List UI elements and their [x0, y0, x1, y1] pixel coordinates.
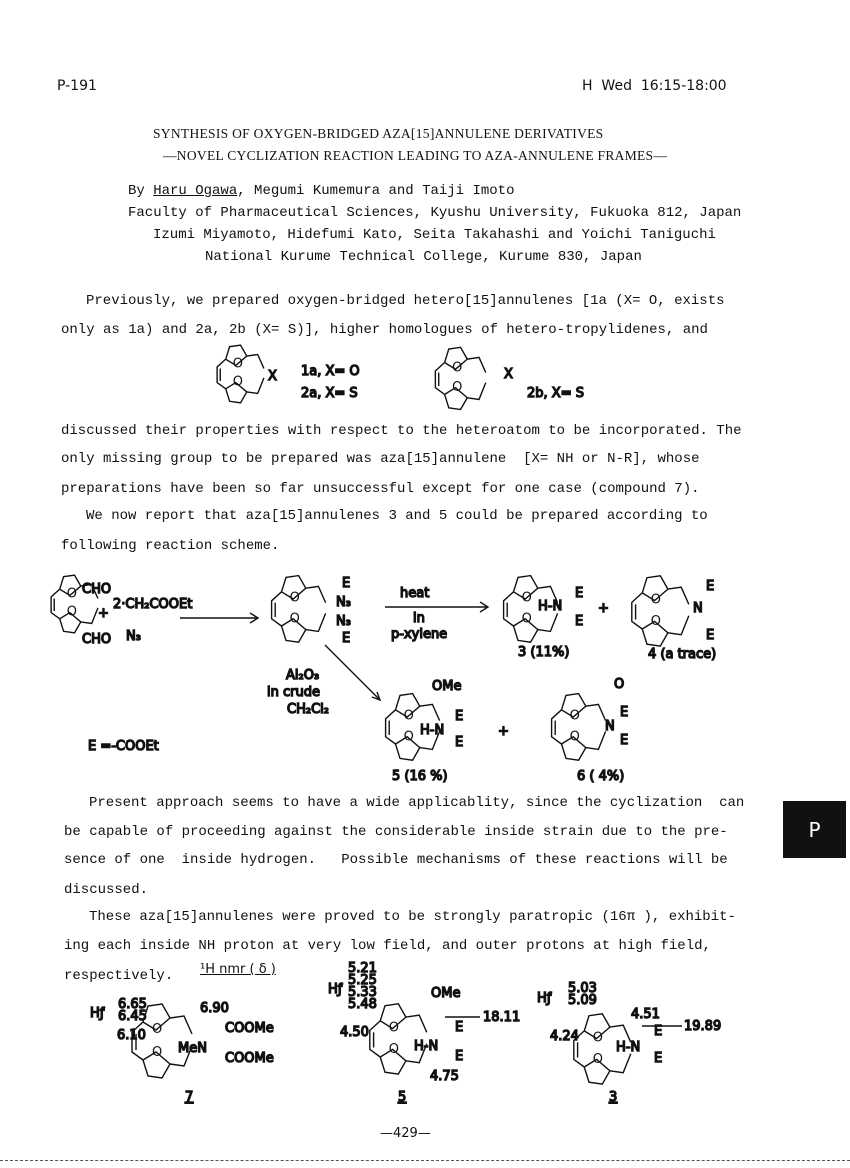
- ester-definition: E =-COOEt: [88, 739, 159, 754]
- reaction-arrow: [325, 645, 380, 700]
- reagent-alumina: Al₂O₃: [286, 668, 320, 683]
- condition-dcm: CH₂Cl₂: [287, 702, 329, 717]
- plus-sign: +: [498, 724, 509, 739]
- ome-label: OMe: [431, 986, 461, 1001]
- title-line-2: —NOVEL CYCLIZATION REACTION LEADING TO AZA-ANNULENE FRAMES—: [163, 148, 668, 163]
- ester-e: E: [706, 628, 715, 643]
- body-line: preparations have been so far unsuccessful except for one case (compound 7).: [61, 481, 700, 497]
- label-2b: 2b, X= S: [527, 386, 584, 401]
- poster-code: P-191: [57, 78, 97, 94]
- oxygen-atom: O: [388, 1020, 400, 1036]
- nh-label: H-N: [538, 599, 563, 614]
- nh-label: H-N: [616, 1040, 641, 1055]
- shift: 5.09: [568, 993, 597, 1008]
- compound-4-yield: 4 (a trace): [648, 647, 717, 662]
- chain-bond: [538, 613, 558, 631]
- compound-3-yield: 3 (11%): [518, 645, 570, 660]
- nh-label: H-N: [420, 723, 445, 738]
- ester-e: E: [575, 586, 584, 601]
- shift: 4.75: [430, 1069, 459, 1084]
- shift: 5.33: [348, 985, 377, 1000]
- compound-id: 3: [609, 1090, 618, 1105]
- ester-e: E: [342, 631, 351, 646]
- co-authors: , Megumi Kumemura and Taiji Imoto: [237, 183, 515, 199]
- oxygen-atom: O: [152, 1045, 163, 1060]
- chain-bond: [668, 587, 689, 604]
- condition-crude: in crude: [267, 685, 320, 700]
- n-label: N: [605, 719, 615, 734]
- oxygen-atom: O: [66, 604, 77, 620]
- vinylene-bond: [370, 1021, 380, 1057]
- session-time: H Wed 16:15-18:00: [582, 78, 727, 94]
- condition-solvent: p-xylene: [391, 627, 448, 642]
- title-line-1: SYNTHESIS OF OXYGEN-BRIDGED AZA[15]ANNULENE DERIVATIVES: [153, 126, 604, 141]
- by-label: By: [128, 183, 154, 199]
- oxygen-atom: O: [521, 611, 532, 627]
- vinylene-bond: [217, 359, 226, 389]
- chain-bond: [81, 608, 98, 624]
- ester-e: E: [455, 1020, 464, 1035]
- condition-in: in: [413, 611, 425, 626]
- ester-e: E: [620, 705, 629, 720]
- body-line: only as 1a) and 2a, 2b (X= S)], higher homologues of hetero-tropylidenes, and: [61, 322, 708, 338]
- chain-bond: [467, 357, 485, 372]
- presenting-author: Haru Ogawa: [153, 183, 238, 199]
- chain-bond: [610, 1054, 631, 1073]
- chain-bond: [586, 731, 606, 749]
- ester-label: COOMe: [225, 1021, 274, 1036]
- chain-bond: [467, 383, 485, 400]
- ester-e: E: [455, 1049, 464, 1064]
- oxygen-atom: O: [66, 586, 77, 602]
- azide-label: N₃: [336, 595, 351, 610]
- body-line: only missing group to be prepared was aza[15]annulene [X= NH or N-R], whose: [61, 451, 700, 467]
- ester-e: E: [455, 735, 464, 750]
- oxygen-atom: O: [592, 1030, 604, 1046]
- affiliation-2: National Kurume Technical College, Kurume 830, Japan: [205, 249, 642, 265]
- oxo-label: O: [614, 677, 625, 692]
- chain-bond: [306, 613, 326, 631]
- ome-label: OMe: [432, 679, 462, 694]
- nh-shift: 19.89: [684, 1019, 722, 1034]
- compound-6-yield: 6 ( 4%): [577, 769, 625, 784]
- vinylene-bond: [435, 362, 444, 394]
- plus-sign: +: [98, 606, 109, 621]
- vinylene-bond: [504, 592, 514, 626]
- vinylene-bond: [272, 592, 282, 626]
- oxygen-atom: O: [592, 1052, 604, 1068]
- body-line: be capable of proceeding against the considerable inside strain due to the pre-: [64, 824, 728, 840]
- page-number: —429—: [380, 1126, 431, 1141]
- oxygen-atom: O: [452, 360, 463, 376]
- atom-x: X: [504, 367, 513, 382]
- shift: 6.45: [118, 1009, 147, 1024]
- body-line: Previously, we prepared oxygen-bridged hetero[15]annulenes [1a (X= O, exists: [86, 293, 725, 309]
- plus-sign: +: [598, 601, 609, 616]
- oxygen-atom: O: [452, 380, 463, 396]
- ester-e: E: [342, 576, 351, 591]
- body-line: sence of one inside hydrogen. Possible mechanisms of these reactions will be: [64, 852, 728, 868]
- body-line: discussed.: [64, 882, 149, 898]
- compound-id: 7: [185, 1090, 194, 1105]
- oxygen-atom: O: [650, 592, 662, 608]
- shift: 4.51: [631, 1007, 660, 1022]
- ester-e: E: [575, 614, 584, 629]
- n-label: N: [693, 601, 703, 616]
- chain-bond: [586, 704, 606, 720]
- shift: 5.21: [348, 961, 377, 976]
- chain-bond: [170, 1016, 192, 1034]
- ester-label: COOMe: [225, 1051, 274, 1066]
- ester-e: E: [654, 1051, 663, 1066]
- shift: 6.10: [117, 1028, 146, 1043]
- label-2a: 2a, X= S: [301, 386, 358, 401]
- body-line: following reaction scheme.: [61, 538, 280, 554]
- affiliation-1: Faculty of Pharmaceutical Sciences, Kyushu University, Fukuoka 812, Japan: [128, 205, 742, 221]
- shift: 5.25: [348, 973, 377, 988]
- oxygen-atom: O: [569, 708, 580, 724]
- vinylene-bond: [386, 710, 396, 744]
- oxygen-atom: O: [569, 729, 580, 745]
- nh-label: H-N: [414, 1039, 439, 1054]
- shift: 4.24: [550, 1029, 579, 1044]
- oxygen-atom: O: [289, 611, 300, 627]
- oxygen-atom: O: [289, 590, 300, 606]
- hf-label: Hƒ: [328, 982, 343, 997]
- chain-bond: [247, 378, 264, 394]
- vinylene-bond: [552, 710, 562, 744]
- section-tab: P: [783, 801, 846, 858]
- body-line: ing each inside NH proton at very low field, and outer protons at high field,: [64, 938, 711, 954]
- chain-bond: [306, 586, 326, 602]
- shift: 5.48: [348, 997, 377, 1012]
- oxygen-atom: O: [403, 708, 414, 724]
- cho-label: CHO: [82, 632, 112, 647]
- azide-label: N₃: [336, 614, 351, 629]
- nh-shift: 18.11: [483, 1010, 521, 1025]
- body-line: Present approach seems to have a wide applicablity, since the cyclization can: [89, 795, 745, 811]
- oxygen-atom: O: [650, 614, 662, 630]
- vinylene-bond: [51, 589, 60, 619]
- body-line: respectively.: [64, 968, 174, 984]
- ester-e: E: [620, 733, 629, 748]
- atom-x: X: [268, 369, 277, 384]
- vinylene-bond: [632, 593, 642, 629]
- body-line: These aza[15]annulenes were proved to be strongly paratropic (16π ), exhibit-: [89, 909, 736, 925]
- body-line: We now report that aza[15]annulenes 3 and 5 could be prepared according to: [86, 508, 708, 524]
- cho-label: CHO: [82, 582, 112, 597]
- body-line: discussed their properties with respect to the heteroatom to be incorporated. The: [61, 423, 742, 439]
- shift: 4.50: [340, 1025, 369, 1040]
- hf-label: Hƒ: [90, 1006, 105, 1021]
- nme-label: MeN: [178, 1041, 207, 1056]
- label-1a: 1a, X= O: [301, 364, 360, 379]
- ester-e: E: [706, 579, 715, 594]
- ester-e: E: [455, 709, 464, 724]
- oxygen-atom: O: [232, 374, 243, 390]
- oxygen-atom: O: [152, 1022, 163, 1037]
- compound-5-yield: 5 (16 %): [392, 769, 448, 784]
- oxygen-atom: O: [521, 590, 532, 606]
- shift: 6.90: [200, 1001, 229, 1016]
- condition-heat: heat: [400, 586, 430, 601]
- azide-label: N₃: [126, 629, 141, 644]
- chain-bond: [406, 1015, 427, 1032]
- oxygen-atom: O: [388, 1042, 400, 1058]
- chain-bond: [420, 704, 440, 720]
- reagent-label: 2·CH₂COOEt: [113, 597, 193, 612]
- authors-line-2: Izumi Miyamoto, Hidefumi Kato, Seita Takahashi and Yoichi Taniguchi: [153, 227, 716, 243]
- oxygen-atom: O: [232, 356, 243, 372]
- shift: 5.03: [568, 981, 597, 996]
- shift: 6.65: [118, 997, 147, 1012]
- nmr-label: ¹H nmr ( δ ): [200, 962, 276, 977]
- hf-label: Hƒ: [537, 991, 552, 1006]
- oxygen-atom: O: [403, 729, 414, 745]
- chain-bond: [668, 616, 689, 635]
- chain-bond: [247, 354, 264, 368]
- compound-id: 5: [398, 1090, 407, 1105]
- ester-e: E: [654, 1024, 663, 1039]
